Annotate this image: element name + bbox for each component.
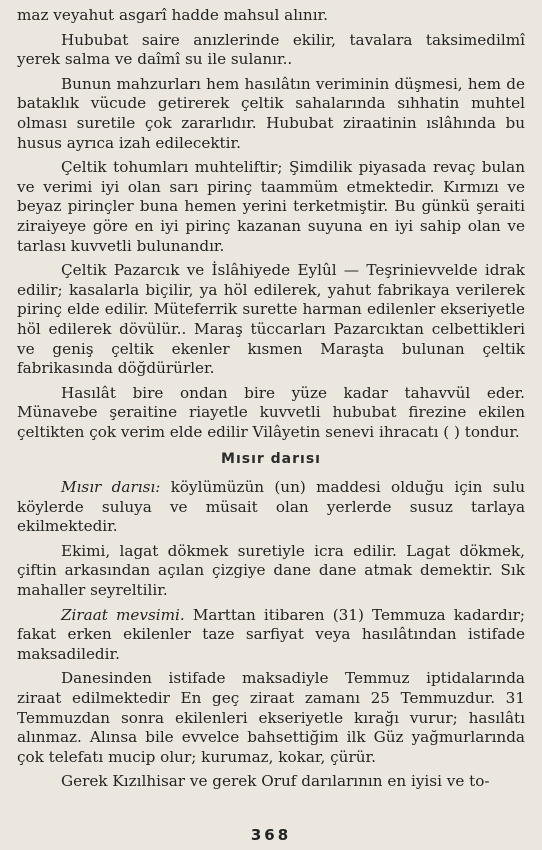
paragraph bbox=[17, 606, 525, 665]
paragraph: Hububat saire anızlerinde ekilir, tavalara taksimedilmî yerek salma ve daîmî su ile sulanır.. bbox=[17, 30, 525, 69]
paragraph bbox=[17, 542, 525, 601]
paragraph-lead: Mısır darısı: bbox=[61, 478, 161, 497]
paragraph-text: Gerek Kızılhisar ve gerek Oruf darılarının en iyisi ve to- bbox=[61, 772, 490, 791]
paragraph: Çeltik tohumları muhteliftir; Şimdilik piyasada revaç bulan ve verimi iyi olan sarı pirinç taammüm etmektedir. Kırmızı ve beyaz pirinçler buna hemen yerini terketmiştir. Bu günkü şeraiti ziraiyeye göre en iyi pirinç kazanan suyuna en iyi sahip olan ve tarlası kuvvetli bulunandır. bbox=[17, 158, 525, 255]
page-number: 368 bbox=[250, 826, 292, 844]
paragraph-text: Danesinden istifade maksadiyle Temmuz iptidalarında ziraat edilmektedir En geç ziraat zamanı 25 Temmuzdur. 31 Temmuzdan sonra ekilenleri ekseriyetle kırağı vurur; hasılâtı alınmaz. Alınsa bile evvelce bahsettiğim ilk Güz yağmurlarında çok telefatı mucip olur; kurumaz, kokar, çürür. bbox=[17, 669, 525, 766]
paragraph: Bunun mahzurları hem hasılâtın veriminin düşmesi, hem de bataklık vücude getirerek çeltik sahalarında sıhhatin muhtel olması suretile çok zararlıdır. Hububat ziraatinin ıslâhında bu husus ayrıca izah edilecektir. bbox=[17, 74, 525, 152]
paragraph bbox=[17, 772, 525, 792]
paragraph-text: köylümüzün (un) maddesi olduğu için sulu köylerde suluya ve müsait olan yerlerde susuz tarlaya ekilmektedir. bbox=[17, 478, 525, 536]
paragraph: Hasılât bire ondan bire yüze kadar tahavvül eder. Münavebe şeraitine riayetle kuvvetli hububat firezine ekilen çeltikten çok verim elde edilir Vilâyetin senevi ihracatı ( ) tondur. bbox=[17, 383, 525, 441]
page-body bbox=[17, 6, 525, 797]
paragraph: Çeltik Pazarcık ve İslâhiyede Eylûl — Teşrinievvelde idrak edilir; kasalarla biçilir, ya höl edilerek, yahut fabrikaya verilerek pirinç elde edilir. Müteferrik surette harman edilenler ekseriyetle höl edilerek dövülür.. Maraş tüccarları Pazarcıktan celbettikleri ve geniş çeltik ekenler kısmen Maraşta bulunan çeltik fabrikasında döğdürürler. bbox=[17, 261, 525, 378]
section-heading: Mısır darısı bbox=[221, 451, 321, 468]
paragraph: maz veyahut asgarî hadde mahsul alınır. bbox=[17, 6, 328, 24]
paragraph-lead: Ziraat mevsimi. bbox=[61, 605, 185, 624]
paragraph bbox=[17, 478, 525, 537]
paragraph bbox=[17, 669, 525, 767]
paragraph-text: Marttan itibaren (31) Temmuza kadardır; fakat erken ekilenler taze sarfiyat veya hasılâtından istifade maksadiledir. bbox=[17, 605, 525, 663]
paragraph-text: Ekimi, lagat dökmek suretiyle icra edilir. Lagat dökmek, çiftin arkasından açılan çizgiye dane dane atmak demektir. Sık mahaller seyreltilir. bbox=[17, 541, 525, 600]
